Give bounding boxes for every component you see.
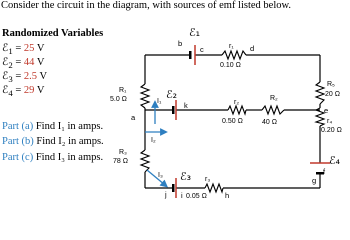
- resistor-R1: [141, 84, 149, 108]
- resistor-r4: [316, 108, 324, 126]
- emf-4-value: 29: [23, 85, 35, 96]
- resistor-r1: [222, 51, 246, 59]
- R2-name: R₂: [270, 95, 278, 102]
- question-intro: Consider the circuit in the diagram, with sources of emf listed below.: [1, 0, 292, 11]
- battery-e1-short-plate: [189, 51, 192, 59]
- R5-value: 20 Ω: [325, 91, 340, 98]
- resistor-r2: [228, 106, 246, 114]
- node-d: d: [250, 44, 255, 53]
- node-h: h: [225, 191, 230, 200]
- r1-value: 0.10 Ω: [220, 62, 241, 69]
- node-g: g: [312, 176, 317, 185]
- r2-value: 0.50 Ω: [222, 118, 243, 125]
- resistor-R2: [262, 106, 284, 114]
- emf-1-line: ℰ$_1$ = 25 V: [2, 42, 45, 57]
- node-i: i: [181, 191, 183, 200]
- part-a[interactable]: Part (a) Find I₁ in amps.: [2, 121, 104, 132]
- node-j: j: [165, 190, 167, 199]
- current-label-i3: I₃: [158, 172, 163, 179]
- node-k: k: [184, 101, 188, 110]
- emf-2-value: 44: [23, 57, 35, 68]
- node-e: e: [324, 106, 329, 115]
- r3-value: 0.05 Ω: [186, 193, 207, 200]
- r3-name: r₃: [205, 176, 211, 183]
- R5-name: R₅: [327, 81, 335, 88]
- resistor-R3: [141, 150, 149, 172]
- r2-name: r₂: [234, 99, 240, 106]
- R3-value: 78 Ω: [113, 158, 128, 165]
- r1-name: r₁: [229, 43, 234, 50]
- part-b[interactable]: Part (b) Find I₂ in amps.: [2, 136, 104, 147]
- emf-3-value: 2.5: [23, 71, 38, 82]
- node-a: a: [131, 113, 136, 122]
- node-f: f: [323, 167, 326, 176]
- R2-value: 40 Ω: [262, 119, 277, 126]
- emf-1-value: 25: [23, 43, 35, 54]
- node-b: b: [178, 39, 183, 48]
- R1-name: R₁: [119, 87, 127, 94]
- current-label-i1: I₁: [157, 98, 162, 105]
- emf-3-line: ℰ$_3$ = 2.5 V: [2, 70, 48, 85]
- node-c: c: [200, 45, 204, 54]
- current-label-i2: I₂: [151, 137, 156, 144]
- resistor-R5: [316, 82, 324, 104]
- emf-label-e1: ℰ₁: [189, 26, 201, 39]
- R3-name: R₃: [119, 149, 127, 156]
- emf-label-e4: ℰ₄: [329, 154, 341, 167]
- part-c[interactable]: Part (c) Find I₃ in amps.: [2, 152, 104, 163]
- r4-name: r₄: [327, 118, 333, 125]
- r4-value: 0.20 Ω: [321, 127, 342, 134]
- variables-title: Randomized Variables: [2, 28, 104, 39]
- R1-value: 5.0 Ω: [110, 96, 127, 103]
- emf-4-line: ℰ$_4$ = 29 V: [2, 84, 45, 99]
- resistor-r3: [205, 184, 223, 192]
- emf-2-line: ℰ$_2$ = 44 V: [2, 56, 45, 71]
- emf-label-e3: ℰ₃: [180, 170, 192, 183]
- battery-e2-short-plate: [172, 106, 175, 114]
- emf-label-e2: ℰ₂: [166, 88, 178, 101]
- battery-e3-short-plate: [172, 184, 175, 192]
